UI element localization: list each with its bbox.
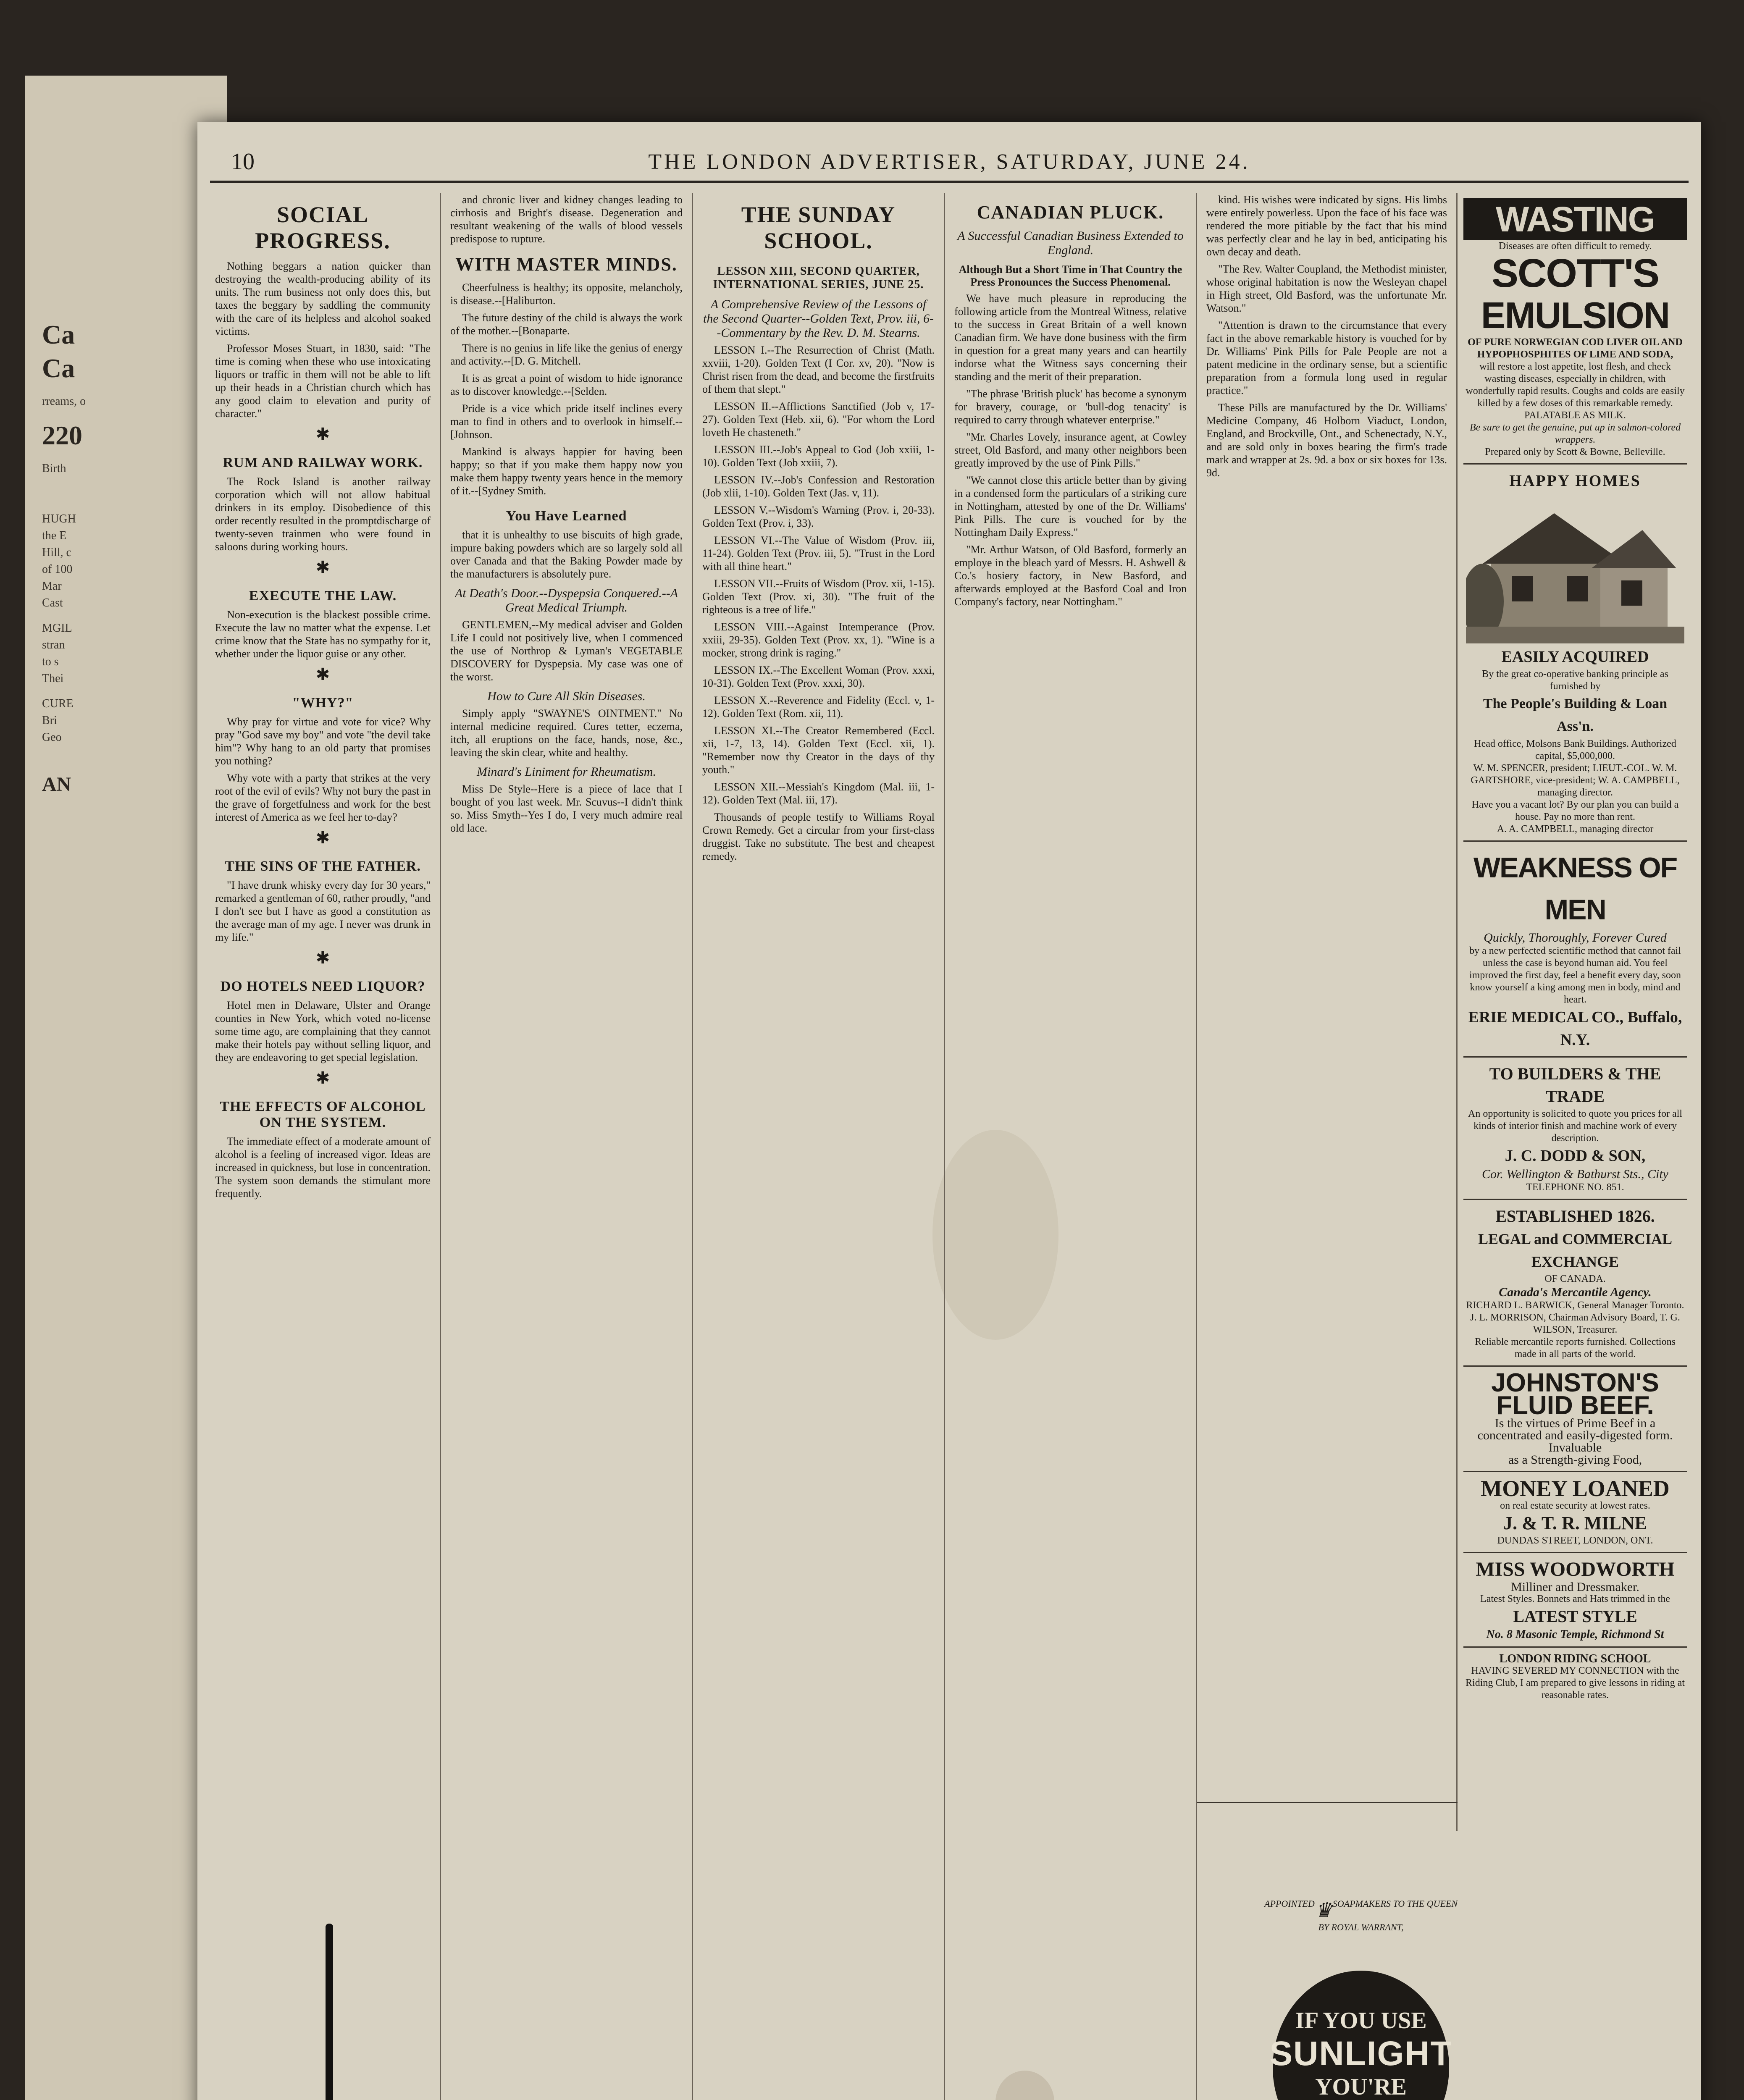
column-canadian-pluck	[945, 193, 1197, 2100]
riding-school-ad	[1463, 1648, 1687, 1706]
exchange-of-canada: OF CANADA.	[1544, 1273, 1606, 1284]
wasting-title: WASTING	[1463, 198, 1687, 240]
subheading: Although But a Short Time in That Country the Press Pronounces the Success Phenomenal.	[959, 263, 1182, 288]
paragraph: LESSON VI.--The Value of Wisdom (Prov. iii, 11-24). Golden Text (Prov. iii, 5). "Trust in the Lord with all thine heart."	[702, 534, 935, 572]
underlay-text: HUGH	[42, 512, 76, 525]
pencil-object	[326, 1924, 333, 2100]
riding-body: HAVING SEVERED MY CONNECTION with the Riding Club, I am prepared to give lessons in riding at reasonable rates.	[1466, 1665, 1685, 1701]
fluid-beef-ad	[1463, 1367, 1687, 1472]
paragraph: LESSON XII.--Messiah's Kingdom (Mal. iii, 1-12). Golden Text (Mal. iii, 17).	[702, 781, 935, 806]
exchange-agency: Canada's Mercantile Agency.	[1499, 1285, 1652, 1299]
paragraph: "The phrase 'British pluck' has become a synonym for bravery, courage, or 'bull-dog tenacity' is required to carry through whatever enterprise."	[954, 388, 1187, 426]
homes-director: A. A. CAMPBELL, managing director	[1497, 824, 1654, 835]
underlay-fragment: Ca	[42, 320, 75, 349]
sunlight-logo	[1269, 1971, 1452, 2100]
exchange-title: LEGAL and COMMERCIAL EXCHANGE	[1478, 1231, 1673, 1270]
weakness-ad	[1463, 842, 1687, 1058]
fluid-title: FLUID BEEF.	[1496, 1391, 1654, 1420]
morris-ad-text	[1201, 1802, 1264, 2100]
underlay-text: Birth	[42, 462, 66, 475]
weakness-body: by a new perfected scientific method that cannot fail unless the case is beyond human aid. You feel improved the first day, feel a benefit every day, soon know yourself a king among men in body, mind and heart.	[1469, 945, 1681, 1005]
homes-acquired: EASILY ACQUIRED	[1501, 648, 1649, 666]
paragraph: LESSON II.--Afflictions Sanctified (Job v, 17-27). Golden Text (Heb. xii, 6). "For whom the Lord loveth He chasteneth."	[702, 400, 935, 438]
paragraph: LESSON X.--Reverence and Fidelity (Eccl. v, 1-12). Golden Text (Rom. xii, 11).	[702, 694, 935, 719]
subheading: DO HOTELS NEED LIQUOR?	[220, 979, 425, 994]
homes-officers: W. M. SPENCER, president; LIEUT.-COL. W. M. GARTSHORE, vice-president; W. A. CAMPBELL, managing director.	[1471, 763, 1680, 798]
woodworth-body: Latest Styles. Bonnets and Hats trimmed in the	[1480, 1593, 1670, 1604]
paragraph: "Mr. Charles Lovely, insurance agent, at Cowley street, Old Basford, and many other neighbors been greatly improved by the use of Pink Pills."	[954, 431, 1187, 469]
subheading: THE EFFECTS OF ALCOHOL ON THE SYSTEM.	[220, 1099, 426, 1130]
underlay-text: stran	[42, 638, 65, 651]
paragraph: "I have drunk whisky every day for 30 years," remarked a gentleman of 60, rather proudly, "and I don't see but I have as good a constitution as the average man of my age. I never was drunk in my life."	[215, 879, 431, 943]
builders-address: Cor. Wellington & Bathurst Sts., City	[1482, 1167, 1668, 1181]
headline: THE SUNDAY SCHOOL.	[741, 202, 896, 253]
underlay-text: of 100	[42, 563, 73, 576]
homes-title: HAPPY HOMES	[1509, 472, 1641, 490]
subheading: At Death's Door.--Dyspepsia Conquered.--A Great Medical Triumph.	[454, 586, 678, 614]
paragraph: Professor Moses Stuart, in 1830, said: "The time is coming when these who use intoxicating liquors or traffic in them will not be able to lift up their heads in a Christian church which has any good claim to elevation and purity of character."	[215, 342, 431, 420]
underlay-text: Geo	[42, 731, 62, 744]
builders-title: TO BUILDERS & THE TRADE	[1489, 1064, 1661, 1106]
builders-ad	[1463, 1058, 1687, 1200]
paragraph: Non-execution is the blackest possible crime. Execute the law no matter what the expense. Let crime know that the State has no sympathy for it, whether under the liquor guise or any other.	[215, 609, 431, 660]
paragraph: GENTLEMEN,--My medical adviser and Golden Life I could not positively live, when I commenced the use of Northrop & Lyman's VEGETABLE DISCOVERY for Dyspepsia. My case was one of the worst.	[450, 619, 683, 683]
paragraph: LESSON VIII.--Against Intemperance (Prov. xxiii, 29-35). Golden Text (Prov. xx, 1). "Wine is a mocker, strong drink is raging."	[702, 621, 935, 659]
paragraph: and chronic liver and kidney changes leading to cirrhosis and Bright's disease. Degeneration and resultant weakening of the walls of blood vessels predispose to rupture.	[450, 194, 683, 245]
woodworth-style: LATEST STYLE	[1513, 1607, 1637, 1626]
column-sunday-school	[693, 193, 945, 2100]
subheading: RUM AND RAILWAY WORK.	[223, 455, 423, 470]
exchange-reports: Reliable mercantile reports furnished. Collections made in all parts of the world.	[1475, 1336, 1676, 1360]
soap-sunlight: SUNLIGHT	[1269, 2034, 1452, 2073]
soap-if-you-use: IF YOU USE	[1295, 2008, 1427, 2034]
scotts-maker: Prepared only by Scott & Bowne, Belleville.	[1485, 446, 1665, 457]
soap-right: YOU'RE	[1315, 2074, 1407, 2100]
weakness-title: WEAKNESS OF MEN	[1473, 852, 1677, 926]
money-body: on real estate security at lowest rates.	[1500, 1500, 1650, 1511]
underlay-text: rreams, o	[42, 395, 86, 408]
masthead-rule	[210, 181, 1689, 183]
milne-name: J. & T. R. MILNE	[1503, 1513, 1647, 1533]
soap-royal: BY ROYAL WARRANT,	[1318, 1922, 1404, 1932]
fluid-food: as a Strength-giving Food,	[1508, 1453, 1642, 1467]
scotts-body: will restore a lost appetite, lost flesh, and check wasting diseases, especially in children, with wonderfully rapid results. Coughs and colds are easily killed by a few doses of this remarkable remedy. PALATABLE AS MILK.	[1466, 361, 1685, 421]
riding-title: LONDON RIDING SCHOOL	[1499, 1652, 1651, 1665]
paragraph: "Mr. Arthur Watson, of Old Basford, formerly an employe in the bleach yard of Messrs. H. Ashwell & Co.'s hosiery factory, in New Basford, and afterwards employed at the Basford Coal and Iron Company's factory, near Nottingham."	[954, 543, 1187, 608]
scotts-note: Be sure to get the genuine, put up in salmon-colored wrappers.	[1469, 422, 1681, 445]
paragraph: Cheerfulness is healthy; its opposite, melancholy, is disease.--[Haliburton.	[450, 281, 683, 307]
builders-phone: TELEPHONE NO. 851.	[1526, 1182, 1624, 1193]
underlay-fragment: Ca	[42, 353, 75, 383]
underlay-text: Bri	[42, 714, 57, 727]
underlay-text: CURE	[42, 697, 74, 710]
fluid-invaluable: Invaluable	[1548, 1441, 1602, 1454]
exchange-officers: RICHARD L. BARWICK, General Manager Toronto. J. L. MORRISON, Chairman Advisory Board, T. G. WILSON, Treasurer.	[1466, 1300, 1684, 1335]
separator-star: ✱	[315, 948, 330, 967]
homes-company: The People's Building & Loan Ass'n.	[1483, 696, 1668, 734]
paragraph: Mankind is always happier for having been happy; so that if you make them happy now you make them happy twenty years hence in the memory of it.--[Sydney Smith.	[450, 446, 683, 497]
money-loaned-ad	[1463, 1472, 1687, 1553]
wasting-sub: Diseases are often difficult to remedy.	[1498, 241, 1652, 252]
separator-star: ✱	[315, 425, 330, 444]
builders-company: J. C. DODD & SON,	[1505, 1147, 1646, 1165]
underlay-text: Mar	[42, 580, 62, 593]
headline: CANADIAN PLUCK.	[977, 202, 1164, 223]
paragraph: LESSON XI.--The Creator Remembered (Eccl. xii, 1-7, 13, 14). Golden Text (Eccl. xii, 1). "Remember now thy Creator in the days of thy youth."	[702, 724, 935, 776]
subheading: THE SINS OF THE FATHER.	[225, 858, 421, 874]
subheading: LESSON XIII, SECOND QUARTER, INTERNATIONAL SERIES, JUNE 25.	[713, 265, 924, 291]
underlay-text: to s	[42, 655, 59, 668]
paragraph: Why vote with a party that strikes at the very root of the evil of evils? Why not bury the past in the grave of forgetfulness and work for the best interest of America as we feel her to-day?	[215, 772, 431, 823]
soap-header	[1264, 1898, 1458, 1922]
headline: SOCIAL PROGRESS.	[255, 202, 391, 253]
homes-office: Head office, Molsons Bank Buildings. Authorized capital, $5,000,000.	[1474, 738, 1676, 761]
builders-body: An opportunity is solicited to quote you prices for all kinds of interior finish and machine work of every description.	[1468, 1108, 1682, 1144]
underlay-text: Thei	[42, 672, 64, 685]
underlay-text: Hill, c	[42, 546, 71, 559]
page-number: 10	[231, 149, 255, 175]
fluid-brand: JOHNSTON'S	[1491, 1368, 1659, 1397]
sunlight-soap-ad	[1264, 1898, 1458, 2100]
subheading: Minard's Liniment for Rheumatism.	[477, 765, 656, 779]
subheading: A Comprehensive Review of the Lessons of the Second Quarter--Golden Text, Prov. iii, 6--Commentary by the Rev. D. M. Stearns.	[703, 297, 934, 340]
scotts-emulsion-ad	[1463, 193, 1687, 465]
woodworth-ad	[1463, 1553, 1687, 1648]
column-master-minds	[441, 193, 693, 2100]
happy-homes-ad	[1463, 465, 1687, 842]
separator-star: ✱	[315, 558, 330, 577]
soap-makers: SOAPMAKERS TO THE QUEEN	[1332, 1898, 1458, 1909]
weakness-sub: Quickly, Thoroughly, Forever Cured	[1484, 931, 1667, 945]
subheading: A Successful Canadian Business Extended to England.	[957, 229, 1184, 257]
paragraph: These Pills are manufactured by the Dr. Williams' Medicine Company, 46 Holborn Viaduct, London, England, and Brockville, Ont., and Schenectady, N.Y., and are sold only in boxes bearing the firm's trade mark and wrapper at 2s. 9d. a box or six boxes for 13s. 9d.	[1206, 402, 1447, 479]
paragraph: It is as great a point of wisdom to hide ignorance as to discover knowledge.--[Selden.	[450, 372, 683, 397]
subheading: You Have Learned	[506, 508, 627, 524]
paragraph: We have much pleasure in reproducing the following article from the Montreal Witness, relative to the success in Great Britain of a well known Canadian firm. We have done business with the firm in question for a great many years and can heartily indorse what the Witness says concerning their standing and the merit of their preparation.	[954, 292, 1187, 383]
money-title: MONEY LOANED	[1481, 1476, 1670, 1501]
fluid-body: Is the virtues of Prime Beef in a concentrated and easily-digested form.	[1477, 1416, 1673, 1442]
weakness-company: ERIE MEDICAL CO., Buffalo, N.Y.	[1468, 1008, 1682, 1049]
scotts-emulsion: EMULSION	[1481, 294, 1670, 336]
paragraph: The Rock Island is another railway corporation which will not allow habitual drinkers in its employ. Disobedience of this order recently resulted in the promptdischarge of twenty-seven trainmen who were found in saloons during working hours.	[215, 475, 431, 553]
paragraph: Nothing beggars a nation quicker than destroying the wealth-producing ability of its units. The rum business not only does this, but taxes the beggary by saddling the community with the care of its helpless and alcohol soaked victims.	[215, 260, 431, 337]
subheading: How to Cure All Skin Diseases.	[487, 689, 646, 703]
exchange-ad	[1463, 1200, 1687, 1367]
paragraph: "The Rev. Walter Coupland, the Methodist minister, whose original habitation is now the Wesleyan chapel in High street, Old Basford, was the unfortunate Mr. Watson."	[1206, 263, 1447, 314]
paragraph: The immediate effect of a moderate amount of alcohol is a feeling of increased vigor. Ideas are increased in quickness, but lose in concentration. The system soon demands the stimulant more frequently.	[215, 1135, 431, 1200]
underlay-text: Cast	[42, 596, 63, 609]
paragraph: "Attention is drawn to the circumstance that every fact in the above remarkable history is vouched for by Dr. Williams' Pink Pills for Pale People are not a patent medicine in the ordinary sense, but a scientific preparation from a formula long used in regular practice."	[1206, 319, 1447, 396]
underlay-text: MGIL	[42, 622, 72, 635]
paragraph: Miss De Style--Here is a piece of lace that I bought of you last week. Mr. Scuvus--I didn't think so. Miss Smyth--Yes I do, I very much admire real old lace.	[450, 783, 683, 834]
underlay-fragment: AN	[42, 773, 71, 795]
house-illustration-icon	[1466, 492, 1684, 643]
homes-text: By the great co-operative banking principle as furnished by	[1482, 669, 1668, 692]
subheading: EXECUTE THE LAW.	[249, 588, 397, 604]
paragraph: LESSON VII.--Fruits of Wisdom (Prov. xii, 1-15). Golden Text (Prov. xi, 30). "The fruit of the righteous is a tree of life."	[702, 578, 935, 616]
masthead	[197, 147, 1701, 176]
paragraph: kind. His wishes were indicated by signs. His limbs were entirely powerless. Upon the face of his face was rendered the more pitiable by the fact that his mind was perfectly clear and he lay in bed, anticipating his own decay and death.	[1206, 194, 1447, 258]
soap-appointed: APPOINTED	[1264, 1898, 1315, 1909]
royal-crest-icon: ♛	[1314, 1899, 1333, 1922]
underlay-text: the E	[42, 529, 67, 542]
milne-address: DUNDAS STREET, LONDON, ONT.	[1497, 1535, 1653, 1546]
paragraph: Thousands of people testify to Williams Royal Crown Remedy. Get a circular from your first-class druggist. Take no substitute. The best and cheapest remedy.	[702, 811, 935, 862]
scotts-name: SCOTT'S	[1491, 251, 1659, 296]
exchange-established: ESTABLISHED 1826.	[1495, 1207, 1655, 1226]
paragraph: that it is unhealthy to use biscuits of high grade, impure baking powders which are so largely sold all over Canada and that the Baking Powder made by the manufacturers is absolutely pure.	[450, 529, 683, 580]
paragraph: Hotel men in Delaware, Ulster and Orange counties in New York, which voted no-license some time ago, are complaining that they cannot make their hotels pay without selling liquor, and they are endeavoring to get special legislation.	[215, 999, 431, 1063]
paragraph: LESSON III.--Job's Appeal to God (Job xxiii, 1-10). Golden Text (Job xxiii, 7).	[702, 444, 935, 469]
paragraph: LESSON IV.--Job's Confession and Restoration (Job xlii, 1-10). Golden Text (Jas. v, 11).	[702, 474, 935, 499]
scotts-ingredients: OF PURE NORWEGIAN COD LIVER OIL AND HYPOPHOSPHITES OF LIME AND SODA,	[1468, 337, 1683, 360]
paragraph: LESSON V.--Wisdom's Warning (Prov. i, 20-33). Golden Text (Prov. i, 33).	[702, 504, 935, 529]
column-continued-article	[1197, 193, 1458, 1831]
underlying-page	[25, 76, 227, 2100]
headline: WITH MASTER MINDS.	[455, 254, 678, 275]
paragraph: "We cannot close this article better than by giving in a condensed form the particulars of a striking cure in Nottingham, attested by one of the Dr. Williams' Pink Pills. The cure is vouched for by the Nottingham Daily Express."	[954, 474, 1187, 538]
separator-star: ✱	[315, 828, 330, 847]
separator-star: ✱	[315, 1068, 330, 1087]
newspaper-title: THE LONDON ADVERTISER, SATURDAY, JUNE 24.	[648, 150, 1250, 174]
woodworth-trade: Milliner and Dressmaker.	[1511, 1580, 1639, 1594]
separator-star: ✱	[315, 665, 330, 684]
paragraph: The future destiny of the child is always the work of the mother.--[Bonaparte.	[450, 312, 683, 337]
underlay-fragment: 220	[42, 420, 82, 450]
woodworth-name: MISS WOODWORTH	[1476, 1558, 1675, 1580]
paragraph: LESSON IX.--The Excellent Woman (Prov. xxxi, 10-31). Golden Text (Prov. xxxi, 30).	[702, 664, 935, 689]
newspaper-page	[197, 122, 1701, 2100]
subheading: "WHY?"	[292, 695, 354, 711]
advertisements-column	[1458, 193, 1693, 2100]
paragraph: Simply apply "SWAYNE'S OINTMENT." No internal medicine required. Cures tetter, eczema, itch, all eruptions on the face, hands, nose, &c., leaving the skin clear, white and healthy.	[450, 707, 683, 759]
paragraph: LESSON I.--The Resurrection of Christ (Math. xxviii, 1-20). Golden Text (I Cor. xv, 20). "Now is Christ risen from the dead, and become the firstfruits of them that slept."	[702, 344, 935, 395]
homes-plan: Have you a vacant lot? By our plan you can build a house. Pay no more than rent.	[1471, 799, 1679, 822]
woodworth-address: No. 8 Masonic Temple, Richmond St	[1486, 1628, 1664, 1641]
column-social-progress	[206, 193, 441, 2100]
paragraph: Why pray for virtue and vote for vice? Why pray "God save my boy" and vote "the devil take him"? Why hang to an old party that promises you nothing?	[215, 716, 431, 767]
paragraph: There is no genius in life like the genius of energy and activity.--[D. G. Mitchell.	[450, 342, 683, 367]
paragraph: Pride is a vice which pride itself inclines every man to find in others and to overlook in himself.--[Johnson.	[450, 402, 683, 441]
